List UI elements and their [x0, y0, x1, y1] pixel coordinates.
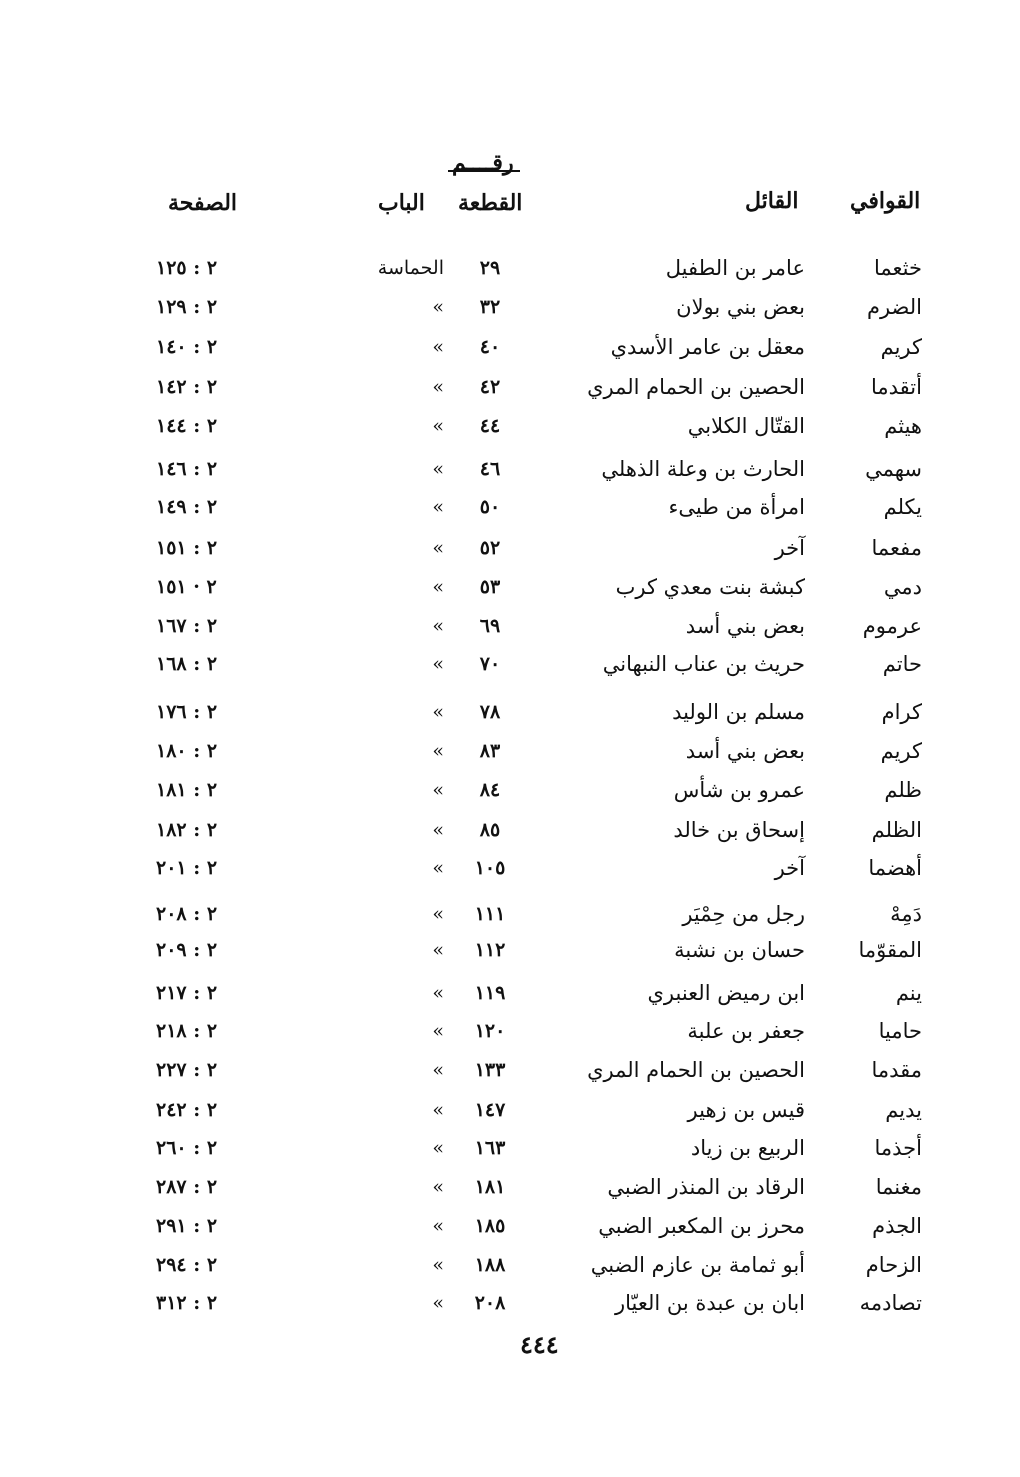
table-row — [140, 570, 930, 604]
piece-number-cell: ٤٠ — [479, 336, 501, 358]
rhyme-cell: دَمِهْ — [890, 902, 922, 926]
rhyme-cell: كريم — [880, 335, 922, 359]
piece-number-cell: ١١٢ — [474, 939, 506, 961]
poet-cell: الحصين بن الحمام المري — [587, 375, 805, 399]
page-ref-cell: ٢ : ١٨٢ — [156, 819, 218, 841]
piece-number-cell: ٣٢ — [479, 296, 501, 318]
page-ref-cell: ٢ : ١٤٤ — [156, 415, 218, 437]
header-rhymes: القوافي — [850, 188, 921, 214]
piece-number-cell: ١٢٠ — [474, 1020, 506, 1042]
piece-number-cell: ٧٨ — [479, 701, 501, 723]
chapter-cell: الحماسة — [377, 257, 444, 279]
table-row — [140, 330, 930, 364]
chapter-cell: » — [432, 415, 444, 437]
piece-number-cell: ١٤٧ — [474, 1099, 506, 1121]
table-row — [140, 370, 930, 404]
header-poet: القائل — [745, 188, 799, 214]
page-ref-cell: ٢ : ١٦٨ — [156, 653, 218, 675]
page-ref-cell: ٢ : ١٨٠ — [156, 740, 218, 762]
page-ref-cell: ٢ : ١٢٥ — [156, 257, 218, 279]
piece-number-cell: ٢٩ — [479, 257, 501, 279]
piece-number-cell: ٥٣ — [479, 576, 501, 598]
table-row — [140, 290, 930, 324]
page-ref-cell: ٢ : ٢٩٤ — [156, 1254, 218, 1276]
table-row — [140, 251, 930, 285]
rhyme-cell: يديم — [885, 1098, 922, 1122]
poet-cell: بعض بني بولان — [676, 295, 805, 319]
poet-cell: ابان بن عبدة بن العيّار — [615, 1291, 805, 1315]
chapter-cell: » — [432, 857, 444, 879]
table-row — [140, 734, 930, 768]
chapter-cell: » — [432, 1292, 444, 1314]
chapter-cell: » — [432, 1059, 444, 1081]
page-ref-cell: ٢ : ١٤٢ — [156, 376, 218, 398]
poet-cell: الحصين بن الحمام المري — [587, 1058, 805, 1082]
chapter-cell: » — [432, 376, 444, 398]
chapter-cell: » — [432, 701, 444, 723]
chapter-cell: » — [432, 653, 444, 675]
rhyme-cell: مقدما — [871, 1058, 922, 1082]
page-ref-cell: ٢ : ٢٦٠ — [156, 1137, 218, 1159]
page-ref-cell: ٢ : ١٧٦ — [156, 701, 218, 723]
chapter-cell: » — [432, 336, 444, 358]
chapter-cell: » — [432, 537, 444, 559]
chapter-cell: » — [432, 1099, 444, 1121]
poet-cell: محرز بن المكعبر الضبي — [598, 1214, 805, 1238]
piece-number-cell: ٨٥ — [479, 819, 501, 841]
poet-cell: القتّال الكلابي — [687, 414, 805, 438]
rhyme-cell: خثعما — [874, 256, 922, 280]
chapter-cell: » — [432, 458, 444, 480]
piece-number-cell: ٨٤ — [479, 779, 501, 801]
table-row — [140, 531, 930, 565]
piece-number-cell: ٤٦ — [479, 458, 501, 480]
piece-number-cell: ٥٢ — [479, 537, 501, 559]
rhyme-cell: الزحام — [865, 1253, 922, 1277]
page-ref-cell: ٢ : ٣١٢ — [156, 1292, 218, 1314]
page-ref-cell: ٢ : ١٦٧ — [156, 615, 218, 637]
piece-number-cell: ١٨٥ — [474, 1215, 506, 1237]
page-ref-cell: ٢ : ٢٨٧ — [156, 1176, 218, 1198]
table-row — [140, 773, 930, 807]
header-page: الصفحة — [168, 190, 238, 216]
table-row — [140, 1209, 930, 1243]
table-row — [140, 1170, 930, 1204]
piece-number-cell: ٤٢ — [479, 376, 501, 398]
poet-cell: بعض بني أسد — [685, 739, 805, 763]
rhyme-cell: أتقدما — [871, 375, 922, 399]
page-ref-cell: ٢ : ١٢٩ — [156, 296, 218, 318]
chapter-cell: » — [432, 819, 444, 841]
table-row — [140, 1053, 930, 1087]
rhyme-cell: ينم — [895, 981, 922, 1005]
poet-cell: امرأة من طيىء — [668, 495, 805, 519]
table-row — [140, 1131, 930, 1165]
poet-cell: جعفر بن علبة — [687, 1019, 805, 1043]
page-ref-cell: ٢ : ٢٤٢ — [156, 1099, 218, 1121]
chapter-cell: » — [432, 1137, 444, 1159]
rhyme-cell: الضرم — [866, 295, 922, 319]
chapter-cell: » — [432, 496, 444, 518]
page-number: ٤٤٤ — [520, 1330, 559, 1359]
piece-number-cell: ١١٩ — [474, 982, 506, 1004]
poet-cell: الرقاد بن المنذر الضبي — [607, 1175, 805, 1199]
poet-cell: قيس بن زهير — [687, 1098, 805, 1122]
poet-cell: رجل من حِمْيَر — [682, 902, 805, 926]
piece-number-cell: ١٨٨ — [474, 1254, 506, 1276]
chapter-cell: » — [432, 296, 444, 318]
chapter-cell: » — [432, 1020, 444, 1042]
piece-number-cell: ٥٠ — [479, 496, 501, 518]
rhyme-cell: دمي — [883, 575, 922, 599]
table-row — [140, 933, 930, 967]
piece-number-cell: ١٨١ — [474, 1176, 506, 1198]
table-row — [140, 1093, 930, 1127]
poet-cell: كبشة بنت معدي كرب — [615, 575, 805, 599]
piece-number-cell: ٨٣ — [479, 740, 501, 762]
page-ref-cell: ٢ : ١٤٦ — [156, 458, 218, 480]
piece-number-cell: ٦٩ — [479, 615, 501, 637]
rhyme-cell: الظلم — [871, 818, 922, 842]
table-row — [140, 409, 930, 443]
header-number-label: رقــــم — [452, 150, 514, 176]
table-row — [140, 1248, 930, 1282]
poet-cell: مسلم بن الوليد — [672, 700, 805, 724]
rhyme-cell: يكلم — [883, 495, 922, 519]
rhyme-cell: كريم — [880, 739, 922, 763]
chapter-cell: » — [432, 982, 444, 1004]
table-row — [140, 1014, 930, 1048]
rhyme-cell: تصادمه — [859, 1291, 922, 1315]
poet-cell: حريث بن عناب النبهاني — [602, 652, 805, 676]
table-row — [140, 813, 930, 847]
table-row — [140, 695, 930, 729]
piece-number-cell: ٢٠٨ — [474, 1292, 506, 1314]
table-row — [140, 452, 930, 486]
rhyme-cell: عرموم — [862, 614, 922, 638]
page-ref-cell: ٢ : ١٤٩ — [156, 496, 218, 518]
poet-cell: عمرو بن شأس — [673, 778, 805, 802]
poet-cell: معقل بن عامر الأسدي — [610, 335, 805, 359]
page-ref-cell: ٢ : ١٨١ — [156, 779, 218, 801]
chapter-cell: » — [432, 576, 444, 598]
chapter-cell: » — [432, 615, 444, 637]
chapter-cell: » — [432, 1176, 444, 1198]
poet-cell: حسان بن نشبة — [674, 938, 805, 962]
table-row — [140, 897, 930, 931]
piece-number-cell: ١٠٥ — [474, 857, 506, 879]
poet-cell: الحارث بن وعلة الذهلي — [601, 457, 805, 481]
rhyme-cell: أجذما — [874, 1136, 922, 1160]
page-ref-cell: ٢ : ٢٢٧ — [156, 1059, 218, 1081]
table-row — [140, 490, 930, 524]
chapter-cell: » — [432, 740, 444, 762]
piece-number-cell: ٤٤ — [479, 415, 501, 437]
page-ref-cell: ٢ : ٢١٨ — [156, 1020, 218, 1042]
page-ref-cell: ٢ : ٢٠١ — [156, 857, 218, 879]
rhyme-cell: أهضما — [868, 856, 922, 880]
poet-cell: أبو ثمامة بن عازم الضبي — [590, 1253, 805, 1277]
piece-number-cell: ٧٠ — [479, 653, 501, 675]
piece-number-cell: ١١١ — [474, 903, 506, 925]
chapter-cell: » — [432, 779, 444, 801]
poet-cell: عامر بن الطفيل — [665, 256, 805, 280]
table-row — [140, 647, 930, 681]
rhyme-cell: حاتم — [882, 652, 922, 676]
page-ref-cell: ٢ : ٢١٧ — [156, 982, 218, 1004]
header-chapter: الباب — [378, 190, 425, 216]
rhyme-cell: الجذم — [872, 1214, 922, 1238]
page-ref-cell: ٢ : ٢٠٩ — [156, 939, 218, 961]
header-piece-number: القطعة — [458, 190, 523, 216]
page-ref-cell: ٢ : ٢٩١ — [156, 1215, 218, 1237]
rhyme-cell: مفعما — [871, 536, 922, 560]
chapter-cell: » — [432, 1215, 444, 1237]
table-row — [140, 1286, 930, 1320]
chapter-cell: » — [432, 939, 444, 961]
table-row — [140, 609, 930, 643]
rhyme-cell: هيثم — [884, 414, 922, 438]
rhyme-cell: كرام — [881, 700, 922, 724]
page-ref-cell: ٢ · ١٥١ — [156, 576, 217, 598]
rhyme-cell: ظلم — [884, 778, 922, 802]
rhyme-cell: المقوّما — [858, 938, 922, 962]
poet-cell: إسحاق بن خالد — [673, 818, 805, 842]
page-ref-cell: ٢ : ٢٠٨ — [156, 903, 218, 925]
rhyme-cell: سهمي — [865, 457, 922, 481]
table-row — [140, 851, 930, 885]
table-row — [140, 976, 930, 1010]
poet-cell: بعض بني أسد — [685, 614, 805, 638]
poet-cell: آخر — [774, 536, 805, 560]
rhyme-cell: حاميا — [878, 1019, 922, 1043]
page-ref-cell: ٢ : ١٤٠ — [156, 336, 218, 358]
chapter-cell: » — [432, 903, 444, 925]
page-ref-cell: ٢ : ١٥١ — [156, 537, 218, 559]
chapter-cell: » — [432, 1254, 444, 1276]
rhyme-cell: مغنما — [875, 1175, 922, 1199]
poet-cell: آخر — [774, 856, 805, 880]
poet-cell: ابن رميض العنبري — [647, 981, 805, 1005]
piece-number-cell: ١٦٣ — [474, 1137, 506, 1159]
poet-cell: الربيع بن زياد — [690, 1136, 805, 1160]
piece-number-cell: ١٣٣ — [474, 1059, 506, 1081]
